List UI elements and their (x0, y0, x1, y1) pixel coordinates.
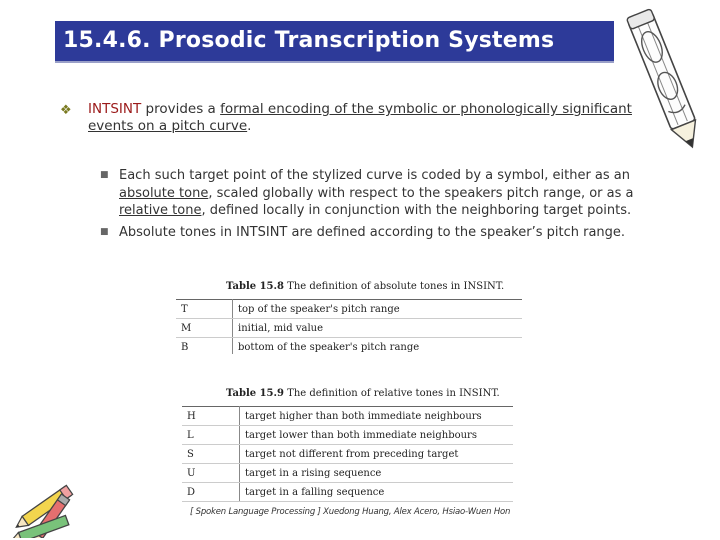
sub1-part2: , scaled globally with respect to the speakers pitch range, or as a (208, 185, 634, 201)
table1-crop-mask (176, 354, 536, 366)
tone-symbol: D (182, 483, 240, 502)
tone-definition: target higher than both immediate neighbours (240, 407, 514, 426)
pencil-clipart-icon (8, 478, 88, 538)
sub-bullet-2-text: Absolute tones in INTSINT are defined according to the speaker’s pitch range. (119, 225, 626, 240)
table-row (182, 483, 513, 502)
sub1-part3: , defined locally in conjunction with the neighboring target points. (201, 203, 632, 218)
table-row (182, 426, 513, 445)
table1-caption-text: The definition of absolute tones in INSINT. (283, 281, 505, 292)
absolute-tone-term: absolute tone (119, 185, 209, 201)
table2-caption-text: The definition of relative tones in INSINT. (283, 388, 500, 399)
main-bullet-post: . (247, 118, 252, 134)
tone-symbol: B (176, 338, 233, 357)
tone-definition: bottom of the speaker's pitch range (233, 338, 523, 357)
term-intsint: INTSINT (88, 101, 142, 117)
table-row (182, 464, 513, 483)
tone-symbol: M (176, 319, 233, 338)
sub-bullet-1-text (119, 167, 650, 220)
table1-caption (226, 281, 504, 292)
slide-title: 15.4.6. Prosodic Transcription Systems (63, 28, 555, 53)
main-bullet-pre: provides a (141, 101, 221, 117)
title-bar (55, 21, 614, 63)
tone-symbol: U (182, 464, 240, 483)
tone-definition: target in a rising sequence (240, 464, 514, 483)
tone-definition: initial, mid value (233, 319, 523, 338)
square-bullet-icon: ■ (100, 227, 109, 237)
relative-tone-term: relative tone (119, 203, 202, 218)
tone-symbol: L (182, 426, 240, 445)
diamond-bullet-icon: ❖ (60, 103, 72, 118)
absolute-tones-table (176, 299, 522, 357)
table-row (176, 300, 522, 319)
tone-symbol: S (182, 445, 240, 464)
relative-tones-table (182, 406, 513, 502)
main-bullet-underlined: formal encoding of the symbolic or phonologically significant events on a pitch curve (88, 101, 632, 134)
tone-definition: target lower than both immediate neighbours (240, 426, 514, 445)
table1-caption-label: Table 15.8 (226, 281, 284, 292)
table-row (182, 407, 513, 426)
tone-definition: target not different from preceding target (240, 445, 514, 464)
table-row (176, 319, 522, 338)
tone-definition: top of the speaker's pitch range (233, 300, 523, 319)
table-row (182, 445, 513, 464)
source-credit: [ Spoken Language Processing ] Xuedong Huang, Alex Acero, Hsiao-Wuen Hon (190, 507, 511, 517)
sub1-part1: Each such target point of the stylized curve is coded by a symbol, either as an (119, 168, 630, 183)
table2-caption (226, 388, 500, 399)
tone-definition: target in a falling sequence (240, 483, 514, 502)
main-bullet-text (88, 101, 653, 135)
pencil-clipart-icon (614, 4, 718, 154)
square-bullet-icon: ■ (100, 170, 109, 180)
table2-caption-label: Table 15.9 (226, 388, 284, 399)
tone-symbol: H (182, 407, 240, 426)
tone-symbol: T (176, 300, 233, 319)
